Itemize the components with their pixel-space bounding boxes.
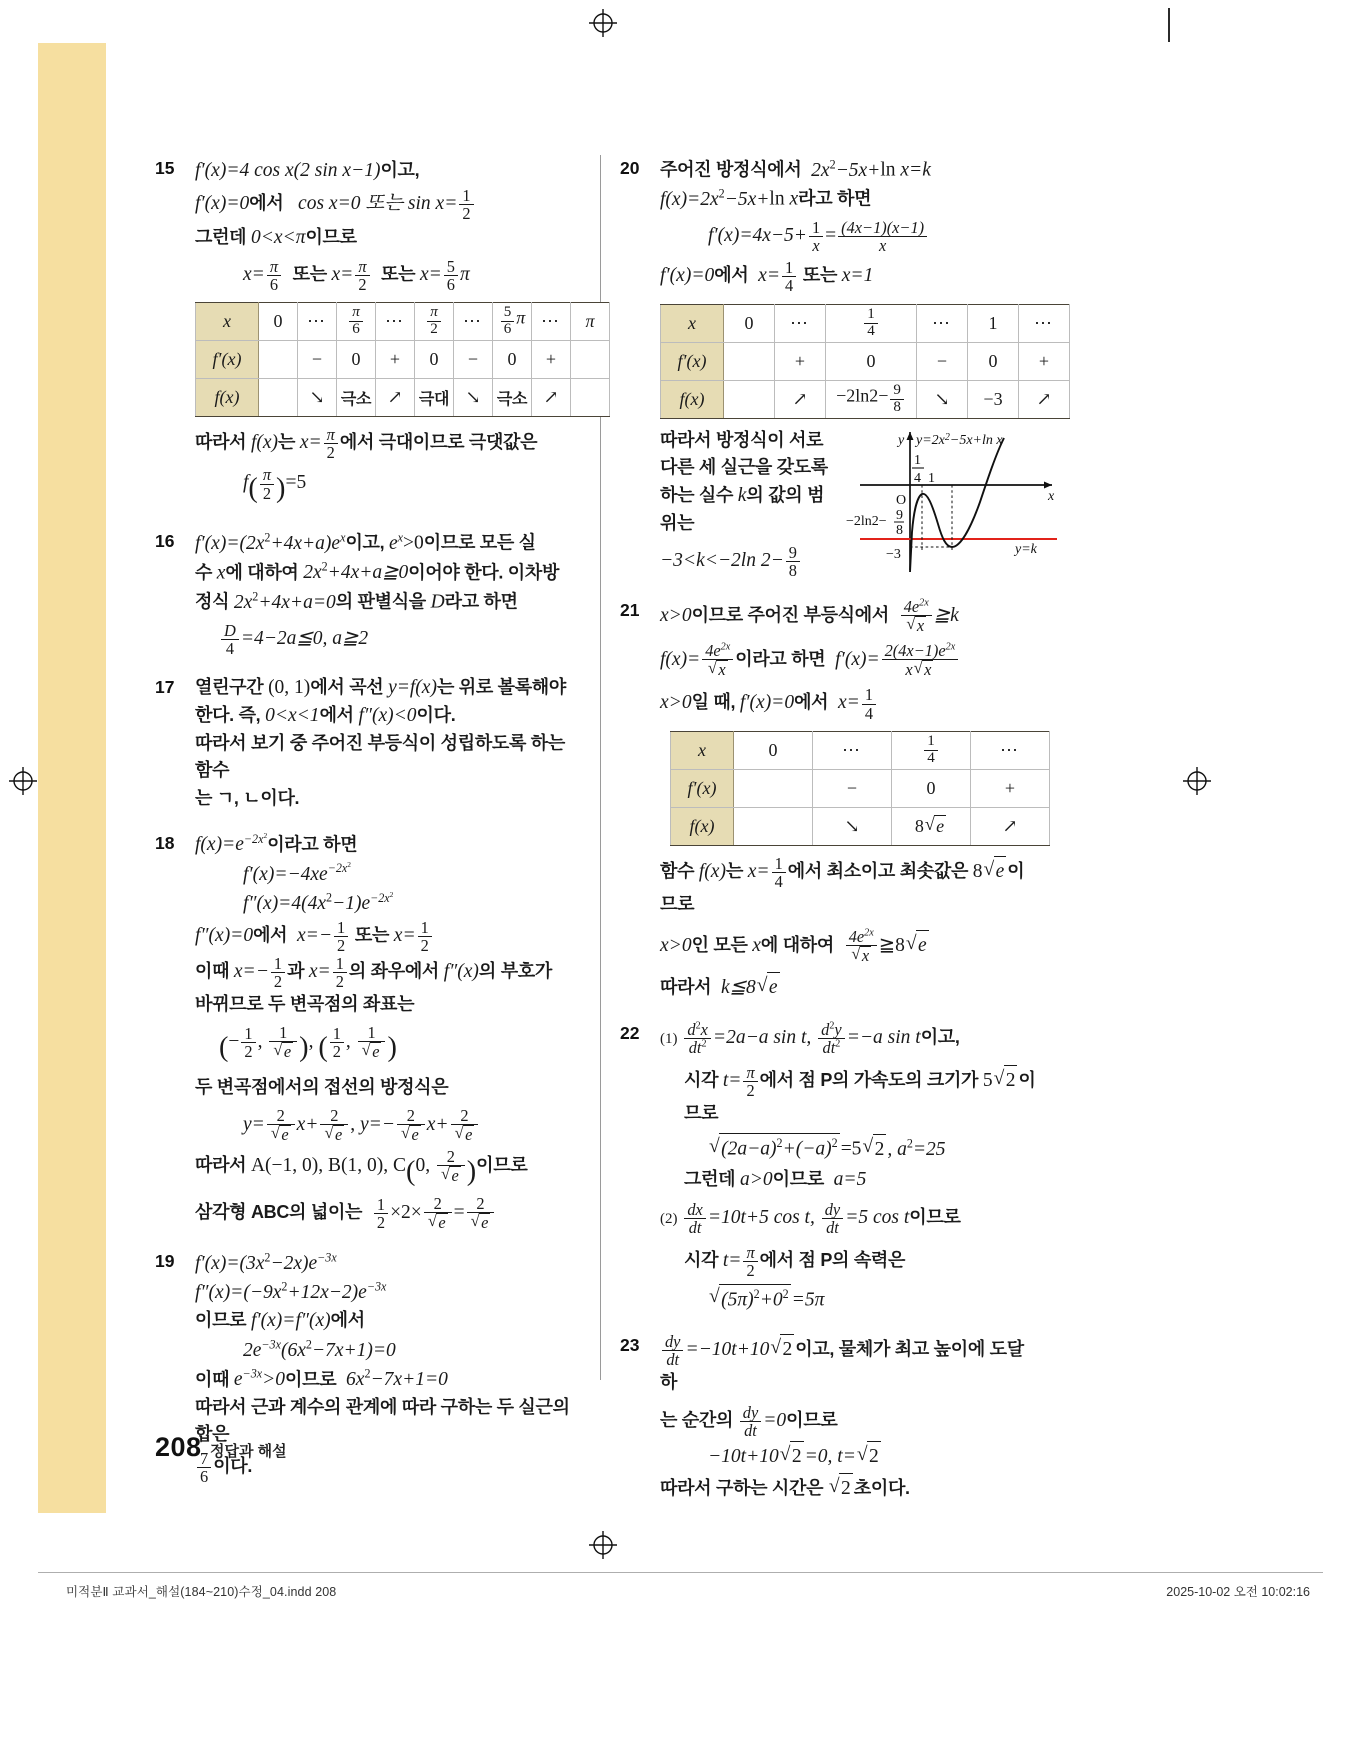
line: 따라서 f(x)는 x= $\frac{\pi}{2}$ 에서 극대이므로 극댓값은 (195, 425, 538, 463)
line: $f(x)=e^{-2x^2}$이라고 하면 (195, 830, 358, 856)
line: 삼각형 ABC의 넓이는 $\frac{1}{2}$ ×2× 2 √ e = 2 √ e (195, 1195, 575, 1231)
cell: ↗ (376, 379, 415, 417)
right-column (620, 155, 1055, 1521)
cell: 0 (826, 342, 917, 380)
row-label: f(x) (196, 379, 259, 417)
cell (571, 341, 610, 379)
footer-rule (38, 1572, 1323, 1573)
svg-text:x: x (1048, 488, 1055, 504)
line: x>0인 모든 x에 대하여 $4e^{2x}$ √ x ≧8 √ e (660, 928, 1040, 964)
line: f′(x)=0에서 x= $\frac{1}{4}$ 또는 x=1 (660, 258, 874, 296)
cell: ⋯ (376, 303, 415, 341)
left-column (155, 155, 595, 1503)
cell (724, 380, 775, 418)
solution-number: 17 (155, 677, 175, 698)
cell: $\frac{1}{4}$ (892, 731, 971, 769)
registration-mark-top (588, 8, 618, 38)
line: 위는 (660, 513, 695, 534)
solution-16 (155, 529, 575, 657)
line: 그런데 0<x<π이므로 (195, 227, 357, 248)
cell: − (917, 342, 968, 380)
equation: √ $(2a-a)^2+(-a)^2 =5$ √ 2 , $a^2=25$ (660, 1133, 1040, 1164)
solution-22 (620, 1021, 1040, 1315)
equation: −3<k<−2ln 2− $\frac{9}{8}$ (660, 544, 855, 579)
cell: ⋯ (532, 303, 571, 341)
cell (259, 379, 298, 417)
cell: ↗ (971, 807, 1050, 845)
row-label: f′(x) (671, 769, 734, 807)
cell: ↘ (917, 380, 968, 418)
line: 그런데 a>0이므로 a=5 (684, 1169, 867, 1191)
equation: $f''(x)=(-9x^2+12x-2)e^{-3x}$ (195, 1279, 387, 1304)
line: 주어진 방정식에서 $2x^2-5x+\ln$ x=k (660, 157, 931, 181)
page-number: 208 (155, 1432, 202, 1462)
line: 따라서 방정식이 서로 (660, 429, 824, 450)
table-row (196, 341, 610, 379)
svg-text:9: 9 (896, 507, 903, 523)
sub-label: (2) (660, 1210, 678, 1227)
equation: $f''(x)=4(4x^2-1)e^{-2x^2}$ (243, 889, 394, 914)
row-label: x (196, 303, 259, 341)
line: 따라서 보기 중 주어진 부등식이 성립하도록 하는 함수 (195, 732, 565, 780)
cell (724, 342, 775, 380)
table-row (661, 380, 1070, 418)
cell: 0 (415, 341, 454, 379)
svg-text:O: O (896, 492, 907, 508)
increase-decrease-table-21 (670, 731, 1050, 846)
solution-20 (620, 156, 1055, 581)
row-label: f(x) (661, 380, 724, 418)
increase-decrease-table-20 (660, 304, 1070, 419)
cell: + (971, 769, 1050, 807)
line: 하는 실수 k의 값의 범 (660, 485, 825, 507)
row-label: f′(x) (196, 341, 259, 379)
line: 는 순간의 $\frac{dy}{dt}$ =0이므로 (660, 1402, 838, 1440)
curve-label: $y=2x^2-5x+\ln$ x (916, 431, 1003, 448)
table-row (671, 769, 1050, 807)
cell: −2ln2− $\frac{9}{8}$ (826, 380, 917, 418)
cell: ⋯ (1019, 304, 1070, 342)
line-label: y=k (1015, 541, 1037, 557)
registration-mark-right (1182, 766, 1212, 796)
line: 두 변곡점에서의 접선의 방정식은 (195, 1076, 449, 1097)
cell: ↘ (813, 807, 892, 845)
table-row (196, 303, 610, 341)
cell: ⋯ (971, 731, 1050, 769)
solution-number: 18 (155, 832, 175, 853)
table-row (671, 731, 1050, 769)
line: x>0이므로 주어진 부등식에서 $4e^{2x}$ √ x ≧k (660, 598, 1040, 634)
line: (2) $\frac{dx}{dt}$ =10t+5 cos t, $\frac{dy}{dt}$ =5 cos t이므로 (660, 1199, 961, 1237)
row-label: f(x) (671, 807, 734, 845)
solution-number: 16 (155, 531, 175, 552)
cell (734, 807, 813, 845)
line: 수 x에 대하여 $2x^2+4x+a≧0$이어야 한다. 이차방 (195, 559, 560, 584)
cell: −3 (968, 380, 1019, 418)
solution-23 (620, 1333, 1040, 1504)
line: 이므로 f′(x)=f″(x)에서 (195, 1310, 365, 1332)
svg-text:8: 8 (896, 522, 903, 538)
line: 따라서 구하는 시간은 √ 2 초이다. (660, 1473, 1040, 1504)
line: 이때 $e^{-3x}>0$이므로 $6x^2-7x+1=0$ (195, 1366, 448, 1391)
solution-17 (155, 675, 575, 813)
line: f′(x)=0에서 cos x=0 또는 sin x= $\frac{1}{2}$ (195, 187, 575, 222)
line: 한다. 즉, 0<x<1에서 f″(x)<0이다. (195, 704, 456, 726)
line: 바뀌므로 두 변곡점의 좌표는 (195, 993, 415, 1014)
equation: (− $\frac{1}{2}$ , 1 √ e ), ( $\frac{1}{2}$ , 1 √ e ) (195, 1024, 575, 1070)
cell: $\frac{5}{6}$ π (493, 303, 532, 341)
line: $\frac{dy}{dt}$ =−10t+10 √ 2 이고, 물체가 최고 높이에 도달하 (660, 1333, 1040, 1398)
equation: $\frac{D}{4}$ =4−2a≦0, a≧2 (195, 622, 575, 657)
table-row (671, 807, 1050, 845)
cell (259, 341, 298, 379)
solution-15 (155, 156, 595, 511)
line: 열린구간 (0, 1)에서 곡선 y=f(x)는 위로 볼록해야 (195, 677, 566, 699)
svg-text:−3: −3 (886, 546, 901, 562)
equation: f( $\frac{\pi}{2}$ )=5 (243, 465, 307, 505)
cell: ↘ (298, 379, 337, 417)
svg-text:4: 4 (914, 470, 921, 486)
equation: −10t+10 √ 2 =0, t= √ 2 (660, 1441, 1040, 1472)
line: 시각 t= $\frac{\pi}{2}$ 에서 점 P의 가속도의 크기가 5 √ 2 이므로 (660, 1064, 1040, 1129)
equation: $f'(x)=-4xe^{-2x^2}$ (243, 860, 352, 885)
cell: 0 (724, 304, 775, 342)
equation: x= $\frac{\pi}{6}$ 또는 x= $\frac{\pi}{2}$ 또는 x= $\frac{5}{6}$ π (243, 256, 470, 294)
cell: − (298, 341, 337, 379)
cell: − (813, 769, 892, 807)
cell: 0 (892, 769, 971, 807)
page-edge-band (38, 43, 106, 1513)
line: f′(x)=4 cos x(2 sin x−1)이고, (195, 160, 420, 181)
line: 정식 $2x^2+4x+a=0$의 판별식을 D라고 하면 (195, 589, 518, 613)
cell: $\frac{\pi}{2}$ (415, 303, 454, 341)
footer-file-info: 미적분Ⅱ 교과서_해설(184~210)수정_04.indd 208 (66, 1585, 337, 1599)
solution-number: 15 (155, 158, 175, 178)
line: f(x)= $4e^{2x}$ √ x 이라고 하면 f′(x)= $\frac{2(4x-1)e^{2x}}{x √ x}$ (660, 642, 1040, 678)
line: $\frac{7}{6}$ 이다. (195, 1450, 575, 1485)
cell: $\frac{1}{4}$ (826, 304, 917, 342)
equation: f′(x)=4x−5+ $\frac{1}{x}$ = $\frac{(4x-1)(x-1)}{x}$ (660, 219, 1040, 254)
cell: π (571, 303, 610, 341)
cell: 극대 (415, 379, 454, 417)
solution-21 (620, 598, 1040, 1003)
equation: $2e^{-3x}(6x^2-7x+1)=0$ (243, 1337, 396, 1361)
cell: $\frac{\pi}{6}$ (337, 303, 376, 341)
svg-text:1: 1 (914, 452, 921, 468)
cell: + (775, 342, 826, 380)
line: 시각 t= $\frac{\pi}{2}$ 에서 점 P의 속력은 (684, 1243, 906, 1281)
line: x>0일 때, f′(x)=0에서 x= $\frac{1}{4}$ (660, 686, 1040, 721)
cell: ↘ (454, 379, 493, 417)
line: $f'(x)=(2x^2+4x+a)e^x$이고, $e^x>0$이므로 모든 실 (195, 530, 536, 554)
line: 는 ㄱ, ㄴ이다. (195, 787, 300, 808)
cell: + (376, 341, 415, 379)
cell: ↗ (1019, 380, 1070, 418)
cell (734, 769, 813, 807)
cell: 0 (337, 341, 376, 379)
solution-number: 21 (620, 599, 640, 620)
solution-number: 22 (620, 1022, 640, 1043)
cell: ⋯ (298, 303, 337, 341)
registration-mark-left (8, 766, 38, 796)
table-row (661, 342, 1070, 380)
sub-label: (1) (660, 1030, 678, 1047)
line: $f(x)=2x^2-5x+\ln$ x라고 하면 (660, 186, 872, 210)
solution-18 (155, 831, 575, 1232)
line: 따라서 k≦8 √ e (660, 972, 1040, 1003)
line: (1) $\frac{d^2x}{dt^2}$ =2a−a sin t, $\frac{d^2y}{dt^2}$ =−a sin t이고, (660, 1019, 960, 1057)
table-row (661, 304, 1070, 342)
line: 이때 x=− $\frac{1}{2}$ 과 x= $\frac{1}{2}$ 의 좌우에서 f″(x)의 부호가 (195, 954, 552, 992)
line: f″(x)=0에서 x=− $\frac{1}{2}$ 또는 x= $\frac{1}{2}$ (195, 919, 575, 954)
cell: ⋯ (775, 304, 826, 342)
cell: 0 (734, 731, 813, 769)
page-section-label: 정답과 해설 (210, 1443, 287, 1460)
line: 따라서 근과 계수의 관계에 따라 구하는 두 실근의 합은 (195, 1396, 570, 1444)
cell: 0 (968, 342, 1019, 380)
line: 함수 f(x)는 x= $\frac{1}{4}$ 에서 최소이고 최솟값은 8 √ e 이므로 (660, 855, 1040, 920)
equation: $f'(x)=(3x^2-2x)e^{-3x}$ (195, 1250, 337, 1274)
registration-mark-bottom (588, 1530, 618, 1560)
cell: ⋯ (917, 304, 968, 342)
cell: + (532, 341, 571, 379)
cell: 8 √ e (892, 807, 971, 845)
graph-figure-20 (846, 420, 1067, 580)
line: 따라서 A(−1, 0), B(1, 0), C(0, 2 √ e )이므로 (195, 1148, 575, 1194)
row-label: x (661, 304, 724, 342)
svg-text:1: 1 (928, 470, 935, 486)
cell (571, 379, 610, 417)
cell: − (454, 341, 493, 379)
svg-text:y: y (898, 432, 905, 448)
cell: 0 (259, 303, 298, 341)
cell: ↗ (532, 379, 571, 417)
svg-text:−2ln2−: −2ln2− (846, 513, 887, 529)
cell: 0 (493, 341, 532, 379)
cell: + (1019, 342, 1070, 380)
solution-number: 23 (620, 1334, 640, 1355)
increase-decrease-table-15 (195, 302, 610, 417)
row-label: f′(x) (661, 342, 724, 380)
solution-number: 20 (620, 158, 640, 178)
row-label: x (671, 731, 734, 769)
footer-timestamp: 2025-10-02 오전 10:02:16 (1166, 1585, 1310, 1599)
equation: y= 2 √ e x+ 2 √ e , y=− 2 √ e x+ 2 √ e (195, 1107, 575, 1143)
cell: 극소 (337, 379, 376, 417)
crop-mark-top-right (1168, 8, 1170, 42)
table-row (196, 379, 610, 417)
cell: 극소 (493, 379, 532, 417)
cell: ↗ (775, 380, 826, 418)
solution-number: 19 (155, 1251, 175, 1272)
line: 다른 세 실근을 갖도록 (660, 457, 828, 478)
cell: 1 (968, 304, 1019, 342)
cell: ⋯ (454, 303, 493, 341)
equation: √ $(5\pi)^2+0^2 =5\pi$ (660, 1284, 1040, 1315)
cell: ⋯ (813, 731, 892, 769)
